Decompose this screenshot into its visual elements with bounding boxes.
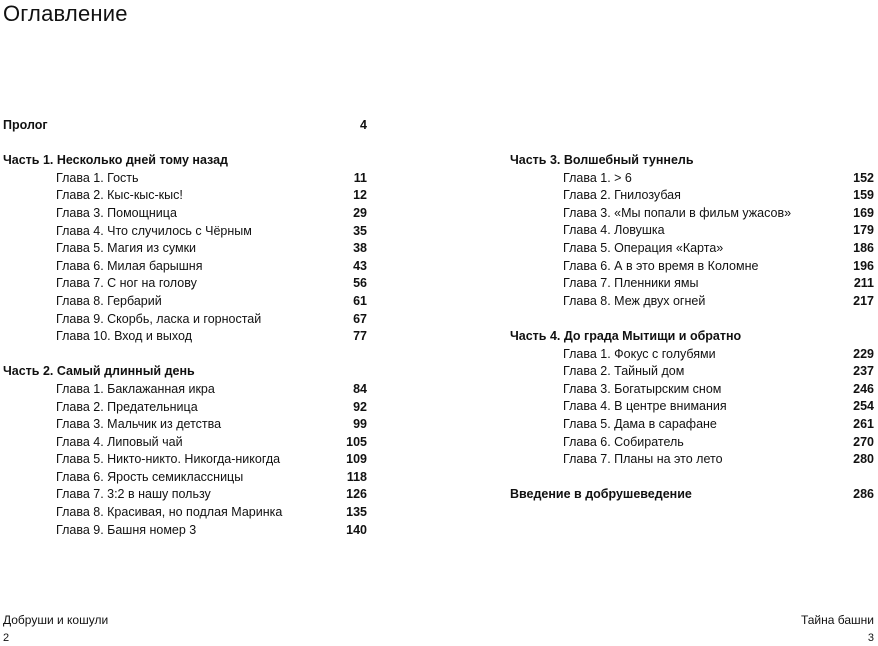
toc-chapter-entry[interactable] [3, 223, 367, 241]
toc-page-number: 126 [346, 487, 367, 502]
toc-chapter-label: Глава 6. Ярость семиклассницы [56, 469, 244, 484]
toc-chapter-label: Глава 6. А в это время в Коломне [563, 258, 759, 273]
toc-chapter-label: Глава 3. Помощница [56, 205, 177, 220]
footer-page-number-right: 3 [867, 632, 874, 644]
toc-chapter-entry[interactable] [510, 275, 874, 293]
toc-page-number: 246 [853, 381, 874, 396]
toc-page-number: 159 [853, 188, 874, 203]
toc-chapter-entry[interactable] [510, 434, 874, 452]
toc-chapter-entry[interactable] [510, 258, 874, 276]
toc-chapter-entry[interactable] [510, 381, 874, 399]
toc-page-number: 237 [853, 364, 874, 379]
toc-part-label: Часть 4. До града Мытищи и обратно [510, 328, 742, 343]
toc-chapter-label: Глава 1. Фокус с голубями [563, 346, 716, 361]
toc-chapter-label: Глава 4. Что случилось с Чёрным [56, 223, 252, 238]
toc-page-number: 92 [353, 399, 367, 414]
toc-chapter-entry[interactable] [510, 240, 874, 258]
toc-chapter-label: Глава 9. Скорбь, ласка и горностай [56, 311, 262, 326]
toc-chapter-label: Глава 1. Гость [56, 170, 139, 185]
toc-page-number: 12 [353, 188, 367, 203]
toc-chapter-label: Глава 7. 3:2 в нашу пользу [56, 487, 211, 502]
toc-page-number: 179 [853, 223, 874, 238]
spacer [510, 310, 874, 328]
toc-chapter-label: Глава 2. Гнилозубая [563, 188, 681, 203]
toc-part3-chapters [510, 170, 874, 311]
toc-part2-chapters [3, 381, 367, 539]
toc-entry-label: Пролог [3, 118, 48, 132]
toc-chapter-label: Глава 5. Никто-никто. Никогда-никогда [56, 452, 281, 467]
footer-page-number-left: 2 [3, 632, 10, 644]
toc-page-number: 84 [353, 381, 367, 396]
toc-chapter-entry[interactable] [3, 399, 367, 417]
toc-chapter-entry[interactable] [3, 205, 367, 223]
toc-chapter-label: Глава 7. Пленники ямы [563, 276, 699, 291]
toc-entry-prologue[interactable] [3, 117, 367, 135]
toc-entry-label: Введение в добрушеведение [510, 487, 692, 502]
toc-chapter-entry[interactable] [3, 381, 367, 399]
toc-chapter-entry[interactable] [3, 486, 367, 504]
toc-chapter-label: Глава 3. Мальчик из детства [56, 417, 222, 432]
toc-chapter-label: Глава 5. Дама в сарафане [563, 416, 717, 431]
toc-page-number: 105 [346, 434, 367, 449]
toc-page-number: 118 [346, 469, 367, 484]
toc-chapter-entry[interactable] [3, 328, 367, 346]
toc-page-number: 286 [853, 487, 874, 502]
toc-chapter-entry[interactable] [510, 187, 874, 205]
toc-chapter-label: Глава 8. Меж двух огней [563, 293, 706, 308]
toc-entry-introduction[interactable] [510, 486, 874, 504]
toc-part1-chapters [3, 170, 367, 346]
toc-page-number: 135 [346, 505, 367, 520]
toc-chapter-label: Глава 2. Тайный дом [563, 364, 685, 379]
spacer [510, 469, 874, 487]
toc-chapter-entry[interactable] [3, 504, 367, 522]
toc-chapter-entry[interactable] [3, 469, 367, 487]
toc-chapter-label: Глава 3. «Мы попали в фильм ужасов» [563, 205, 792, 220]
toc-page-number: 43 [353, 258, 367, 273]
toc-part4-chapters [510, 346, 874, 469]
spacer [3, 346, 367, 364]
toc-page-number: 270 [853, 434, 874, 449]
toc-chapter-label: Глава 1. > 6 [563, 170, 632, 185]
spacer [3, 135, 367, 153]
toc-chapter-label: Глава 10. Вход и выход [56, 329, 192, 344]
toc-chapter-label: Глава 8. Гербарий [56, 293, 162, 308]
toc-chapter-entry[interactable] [3, 170, 367, 188]
toc-page-number: 186 [853, 240, 874, 255]
toc-part-heading[interactable] [3, 152, 367, 170]
toc-chapter-label: Глава 3. Богатырским сном [563, 381, 722, 396]
toc-page-number: 4 [360, 118, 367, 132]
toc-chapter-entry[interactable] [3, 522, 367, 540]
toc-chapter-label: Глава 6. Собиратель [563, 434, 684, 449]
toc-chapter-entry[interactable] [3, 275, 367, 293]
toc-right-column [510, 152, 874, 504]
toc-page-number: 11 [353, 170, 367, 185]
toc-part-heading[interactable] [510, 152, 874, 170]
toc-chapter-label: Глава 9. Башня номер 3 [56, 522, 197, 537]
toc-page-number: 254 [853, 399, 874, 414]
footer-book-title-right: Тайна башни [800, 613, 874, 627]
toc-page-number: 56 [353, 276, 367, 291]
toc-part-label: Часть 1. Несколько дней тому назад [3, 153, 228, 168]
toc-part-heading[interactable] [3, 363, 367, 381]
toc-chapter-label: Глава 4. Липовый чай [56, 434, 183, 449]
toc-chapter-entry[interactable] [3, 187, 367, 205]
toc-chapter-entry[interactable] [3, 311, 367, 329]
toc-chapter-label: Глава 7. Планы на это лето [563, 452, 723, 467]
toc-chapter-entry[interactable] [3, 240, 367, 258]
toc-chapter-label: Глава 2. Кыс-кыс-кыс! [56, 188, 183, 203]
toc-chapter-entry[interactable] [3, 293, 367, 311]
toc-chapter-entry[interactable] [3, 451, 367, 469]
toc-chapter-entry[interactable] [510, 451, 874, 469]
toc-chapter-entry[interactable] [3, 416, 367, 434]
toc-chapter-label: Глава 4. Ловушка [563, 223, 665, 238]
toc-chapter-entry[interactable] [510, 222, 874, 240]
toc-page-number: 29 [353, 205, 367, 220]
toc-chapter-label: Глава 8. Красивая, но подлая Маринка [56, 505, 283, 520]
toc-page-number: 99 [353, 417, 367, 432]
toc-page-number: 217 [853, 293, 874, 308]
toc-page-number: 35 [353, 223, 367, 238]
toc-part-label: Часть 3. Волшебный туннель [510, 153, 694, 167]
toc-page-number: 261 [853, 416, 874, 431]
toc-chapter-entry[interactable] [510, 293, 874, 311]
toc-left-column [3, 117, 367, 539]
toc-chapter-entry[interactable] [3, 258, 367, 276]
toc-part-heading[interactable] [510, 328, 874, 346]
toc-chapter-entry[interactable] [510, 416, 874, 434]
page-title: Оглавление [3, 1, 128, 26]
toc-page-number: 109 [346, 452, 367, 467]
toc-chapter-entry[interactable] [510, 170, 874, 188]
toc-page-number: 229 [853, 346, 874, 361]
toc-page-number: 152 [853, 170, 874, 185]
toc-page-number: 67 [353, 311, 367, 326]
toc-chapter-entry[interactable] [510, 363, 874, 381]
toc-chapter-entry[interactable] [510, 398, 874, 416]
toc-part-label: Часть 2. Самый длинный день [3, 364, 195, 379]
toc-page-number: 77 [353, 329, 367, 344]
toc-chapter-label: Глава 2. Предательница [56, 399, 198, 414]
toc-chapter-entry[interactable] [510, 205, 874, 223]
toc-page-number: 169 [853, 205, 874, 220]
toc-chapter-label: Глава 1. Баклажанная икра [56, 381, 215, 396]
toc-chapter-label: Глава 5. Операция «Карта» [563, 240, 724, 255]
toc-page-number: 61 [353, 293, 367, 308]
toc-page-number: 38 [353, 241, 367, 256]
toc-chapter-label: Глава 5. Магия из сумки [56, 241, 197, 256]
toc-chapter-label: Глава 7. С ног на голову [56, 276, 197, 291]
toc-page-number: 196 [853, 258, 874, 273]
toc-chapter-label: Глава 6. Милая барышня [56, 258, 203, 273]
toc-page-number: 211 [853, 276, 874, 291]
toc-chapter-label: Глава 4. В центре внимания [563, 399, 727, 414]
toc-page-number: 280 [853, 452, 874, 467]
footer-book-title-left: Добруши и кошули [3, 613, 109, 627]
toc-chapter-entry[interactable] [3, 434, 367, 452]
toc-chapter-entry[interactable] [510, 346, 874, 364]
toc-page-number: 140 [346, 522, 367, 537]
